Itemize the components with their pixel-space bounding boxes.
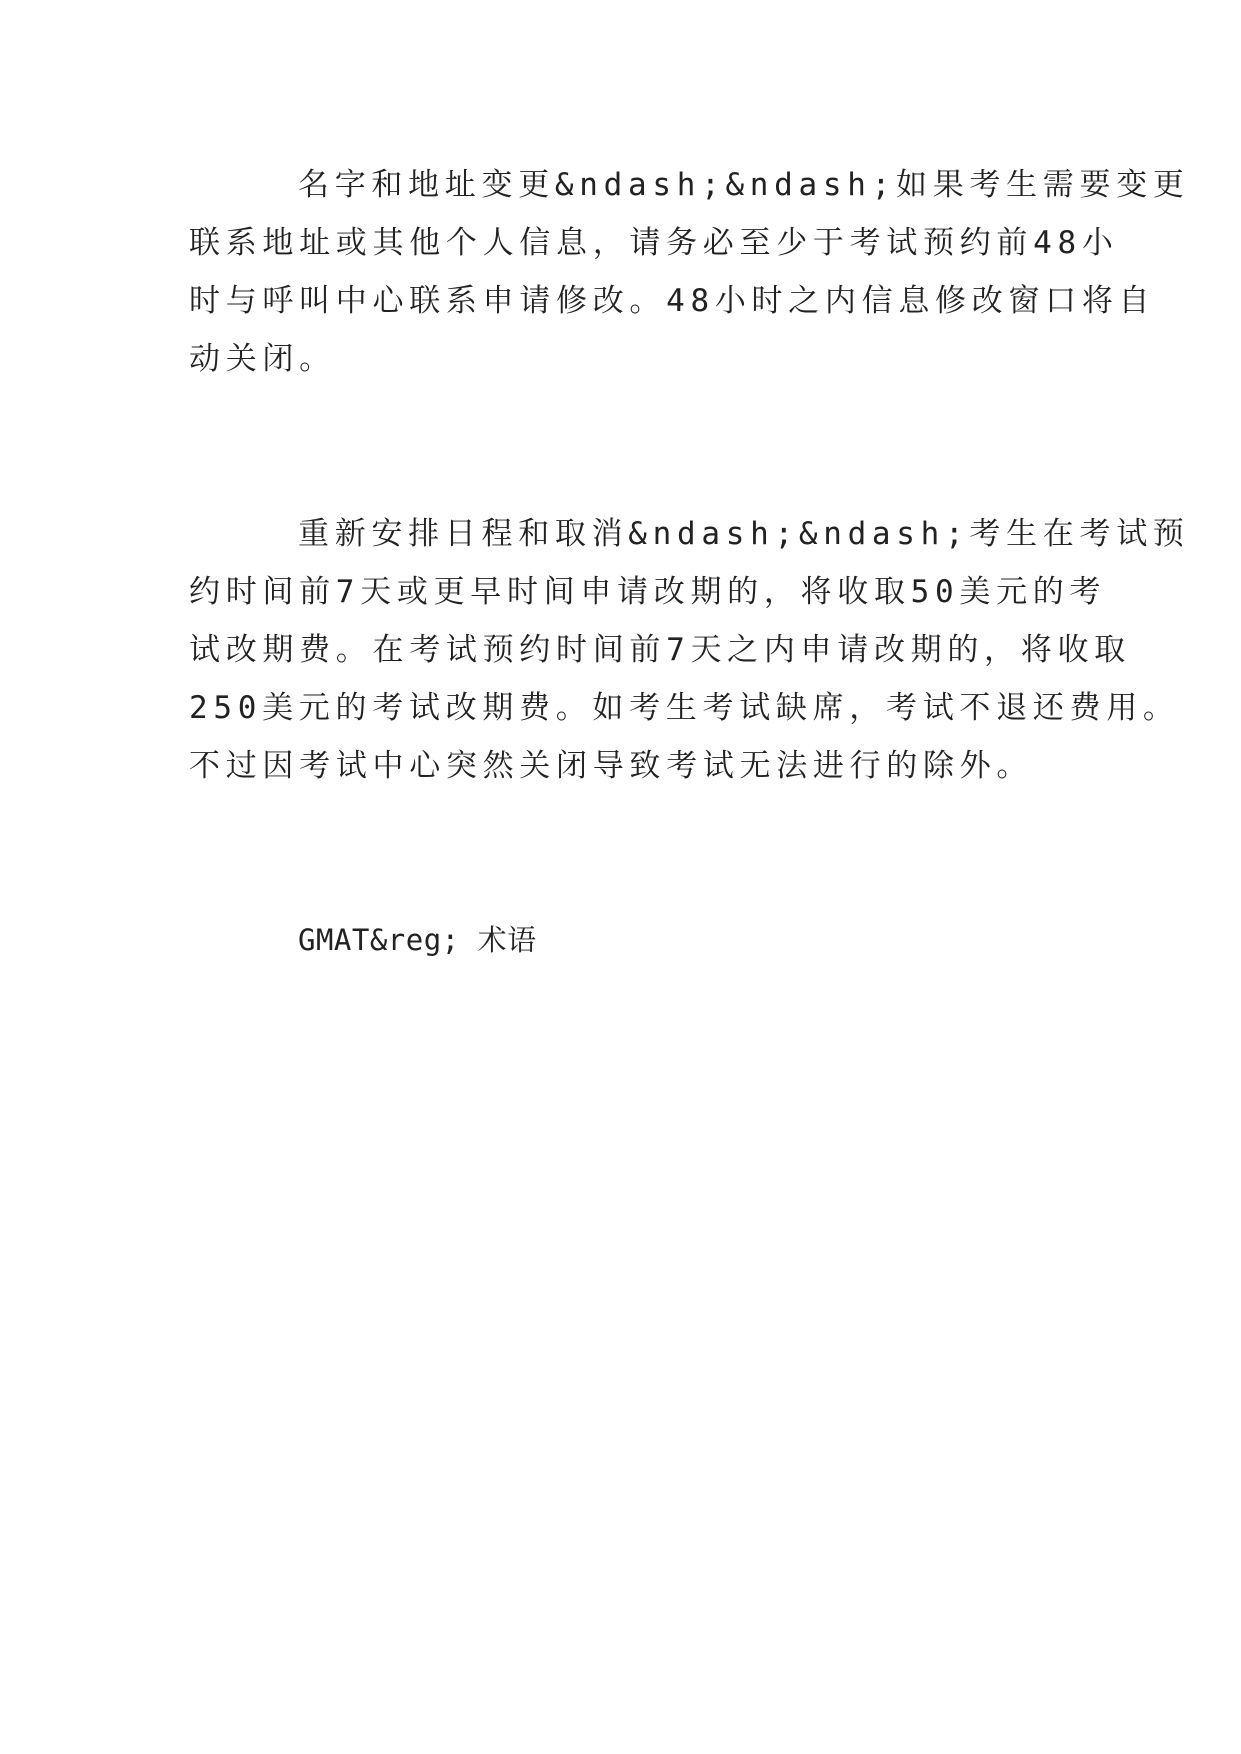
paragraph-line: 不过因考试中心突然关闭导致考试无法进行的除外。 <box>189 748 1034 784</box>
paragraph-line: 重新安排日程和取消&ndash;&ndash;考生在考试预 <box>298 516 1190 552</box>
paragraph-line: 联系地址或其他个人信息，请务必至少于考试预约前48小 <box>189 225 1119 261</box>
paragraph-line: 约时间前7天或更早时间申请改期的，将收取50美元的考 <box>189 574 1107 610</box>
paragraph-line: 时与呼叫中心联系申请修改。48小时之内信息修改窗口将自 <box>189 283 1156 319</box>
term-heading: GMAT&reg; 术语 <box>298 923 537 957</box>
paragraph-line: 试改期费。在考试预约时间前7天之内申请改期的，将收取 <box>189 632 1131 668</box>
paragraph-line: 名字和地址变更&ndash;&ndash;如果考生需要变更 <box>298 167 1190 203</box>
paragraph-line: 动关闭。 <box>189 341 336 377</box>
paragraph-line: 250美元的考试改期费。如考生考试缺席，考试不退还费用。 <box>189 690 1180 726</box>
